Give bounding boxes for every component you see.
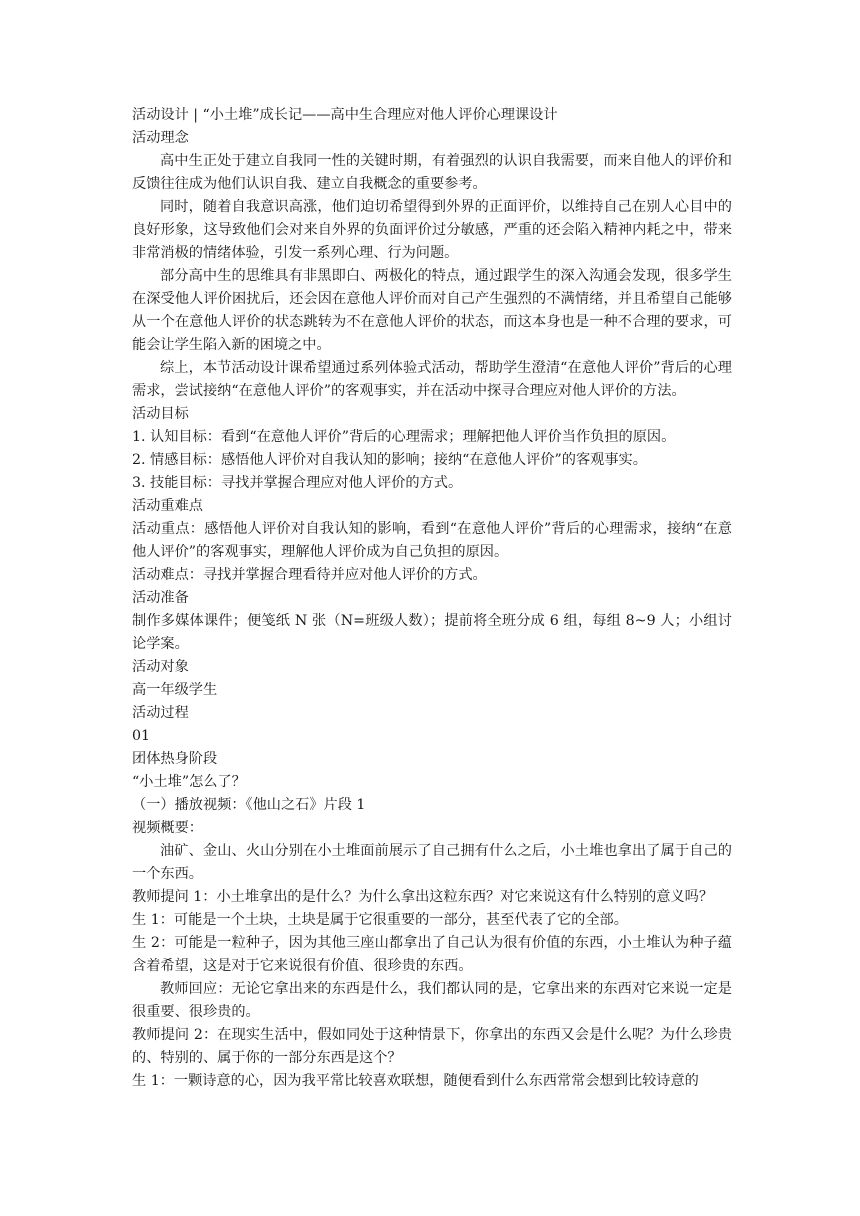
teacher-question-1: 教师提问 1：小土堆拿出的是什么？为什么拿出这粒东西？对它来说这有什么特别的意义吗？ xyxy=(132,889,714,905)
stage-title: 团体热身阶段 xyxy=(132,751,218,767)
section-heading-key-points: 活动重难点 xyxy=(132,498,203,514)
student-answer-1: 生 1：可能是一个土块，土块是属于它很重要的一部分，甚至代表了它的全部。 xyxy=(132,912,628,928)
process-number: 01 xyxy=(132,728,151,744)
concept-paragraph-2: 同时，随着自我意识高涨，他们迫切希望得到外界的正面评价，以维持自己在别人心目中的良好形象，这导致他们会对来自外界的负面评价过分敏感，严重的还会陷入精神内耗之中，带来非常消极的情绪体验，引发一系列心理、行为问题。 xyxy=(132,199,732,261)
goal-item-2: 2. 情感目标：感悟他人评价对自我认知的影响；接纳“在意他人评价”的客观事实。 xyxy=(132,452,647,468)
goal-item-1: 1. 认知目标：看到“在意他人评价”背后的心理需求；理解把他人评价当作负担的原因。 xyxy=(132,429,676,445)
concept-paragraph-3: 部分高中生的思维具有非黑即白、两极化的特点，通过跟学生的深入沟通会发现，很多学生在深受他人评价困扰后，还会因在意他人评价而对自己产生强烈的不满情绪，并且希望自己能够从一个在意他人评价的状态跳转为不在意他人评价的状态，而这本身也是一种不合理的要求，可能会让学生陷入新的困境之中。 xyxy=(132,268,732,353)
key-point-text: 活动重点：感悟他人评价对自我认知的影响，看到“在意他人评价”背后的心理需求，接纳“在意他人评价”的客观事实，理解他人评价成为自己负担的原因。 xyxy=(132,521,732,560)
teacher-response: 教师回应：无论它拿出来的东西是什么，我们都认同的是，它拿出来的东西对它来说一定是很重要、很珍贵的。 xyxy=(132,981,732,1020)
section-heading-concept: 活动理念 xyxy=(132,130,189,146)
section-heading-goals: 活动目标 xyxy=(132,406,189,422)
target-text: 高一年级学生 xyxy=(132,682,218,698)
summary-label: 视频概要： xyxy=(132,820,203,836)
preparation-text: 制作多媒体课件；便笺纸 N 张（N=班级人数）；提前将全班分成 6 组，每组 8~9 人；小组讨论学案。 xyxy=(132,613,732,652)
concept-paragraph-4: 综上，本节活动设计课希望通过系列体验式活动，帮助学生澄清“在意他人评价”背后的心理需求，尝试接纳“在意他人评价”的客观事实，并在活动中探寻合理应对他人评价的方法。 xyxy=(132,360,732,399)
step-1: （一）播放视频：《他山之石》片段 1 xyxy=(132,797,366,813)
document-title: 活动设计 | “小土堆”成长记——高中生合理应对他人评价心理课设计 xyxy=(132,107,558,123)
section-heading-process: 活动过程 xyxy=(132,705,189,721)
stage-subtitle: “小土堆”怎么了？ xyxy=(132,774,246,790)
goal-item-3: 3. 技能目标：寻找并掌握合理应对他人评价的方式。 xyxy=(132,475,463,491)
concept-paragraph-1: 高中生正处于建立自我同一性的关键时期，有着强烈的认识自我需要，而来自他人的评价和反馈往往成为他们认识自我、建立自我概念的重要参考。 xyxy=(132,153,732,192)
student-answer-2: 生 2：可能是一粒种子，因为其他三座山都拿出了自己认为很有价值的东西，小土堆认为种子蕴含着希望，这是对于它来说很有价值、很珍贵的东西。 xyxy=(132,935,732,974)
document-page xyxy=(132,104,732,1093)
section-heading-target: 活动对象 xyxy=(132,659,189,675)
summary-text: 油矿、金山、火山分别在小土堆面前展示了自己拥有什么之后，小土堆也拿出了属于自己的一个东西。 xyxy=(132,843,732,882)
teacher-question-2: 教师提问 2：在现实生活中，假如同处于这种情景下，你拿出的东西又会是什么呢？为什么珍贵的、特别的、属于你的一部分东西是这个？ xyxy=(132,1027,732,1066)
difficult-point-text: 活动难点：寻找并掌握合理看待并应对他人评价的方式。 xyxy=(132,567,487,583)
student-answer-3: 生 1：一颗诗意的心，因为我平常比较喜欢联想，随便看到什么东西常常会想到比较诗意的 xyxy=(132,1073,699,1089)
section-heading-preparation: 活动准备 xyxy=(132,590,189,606)
